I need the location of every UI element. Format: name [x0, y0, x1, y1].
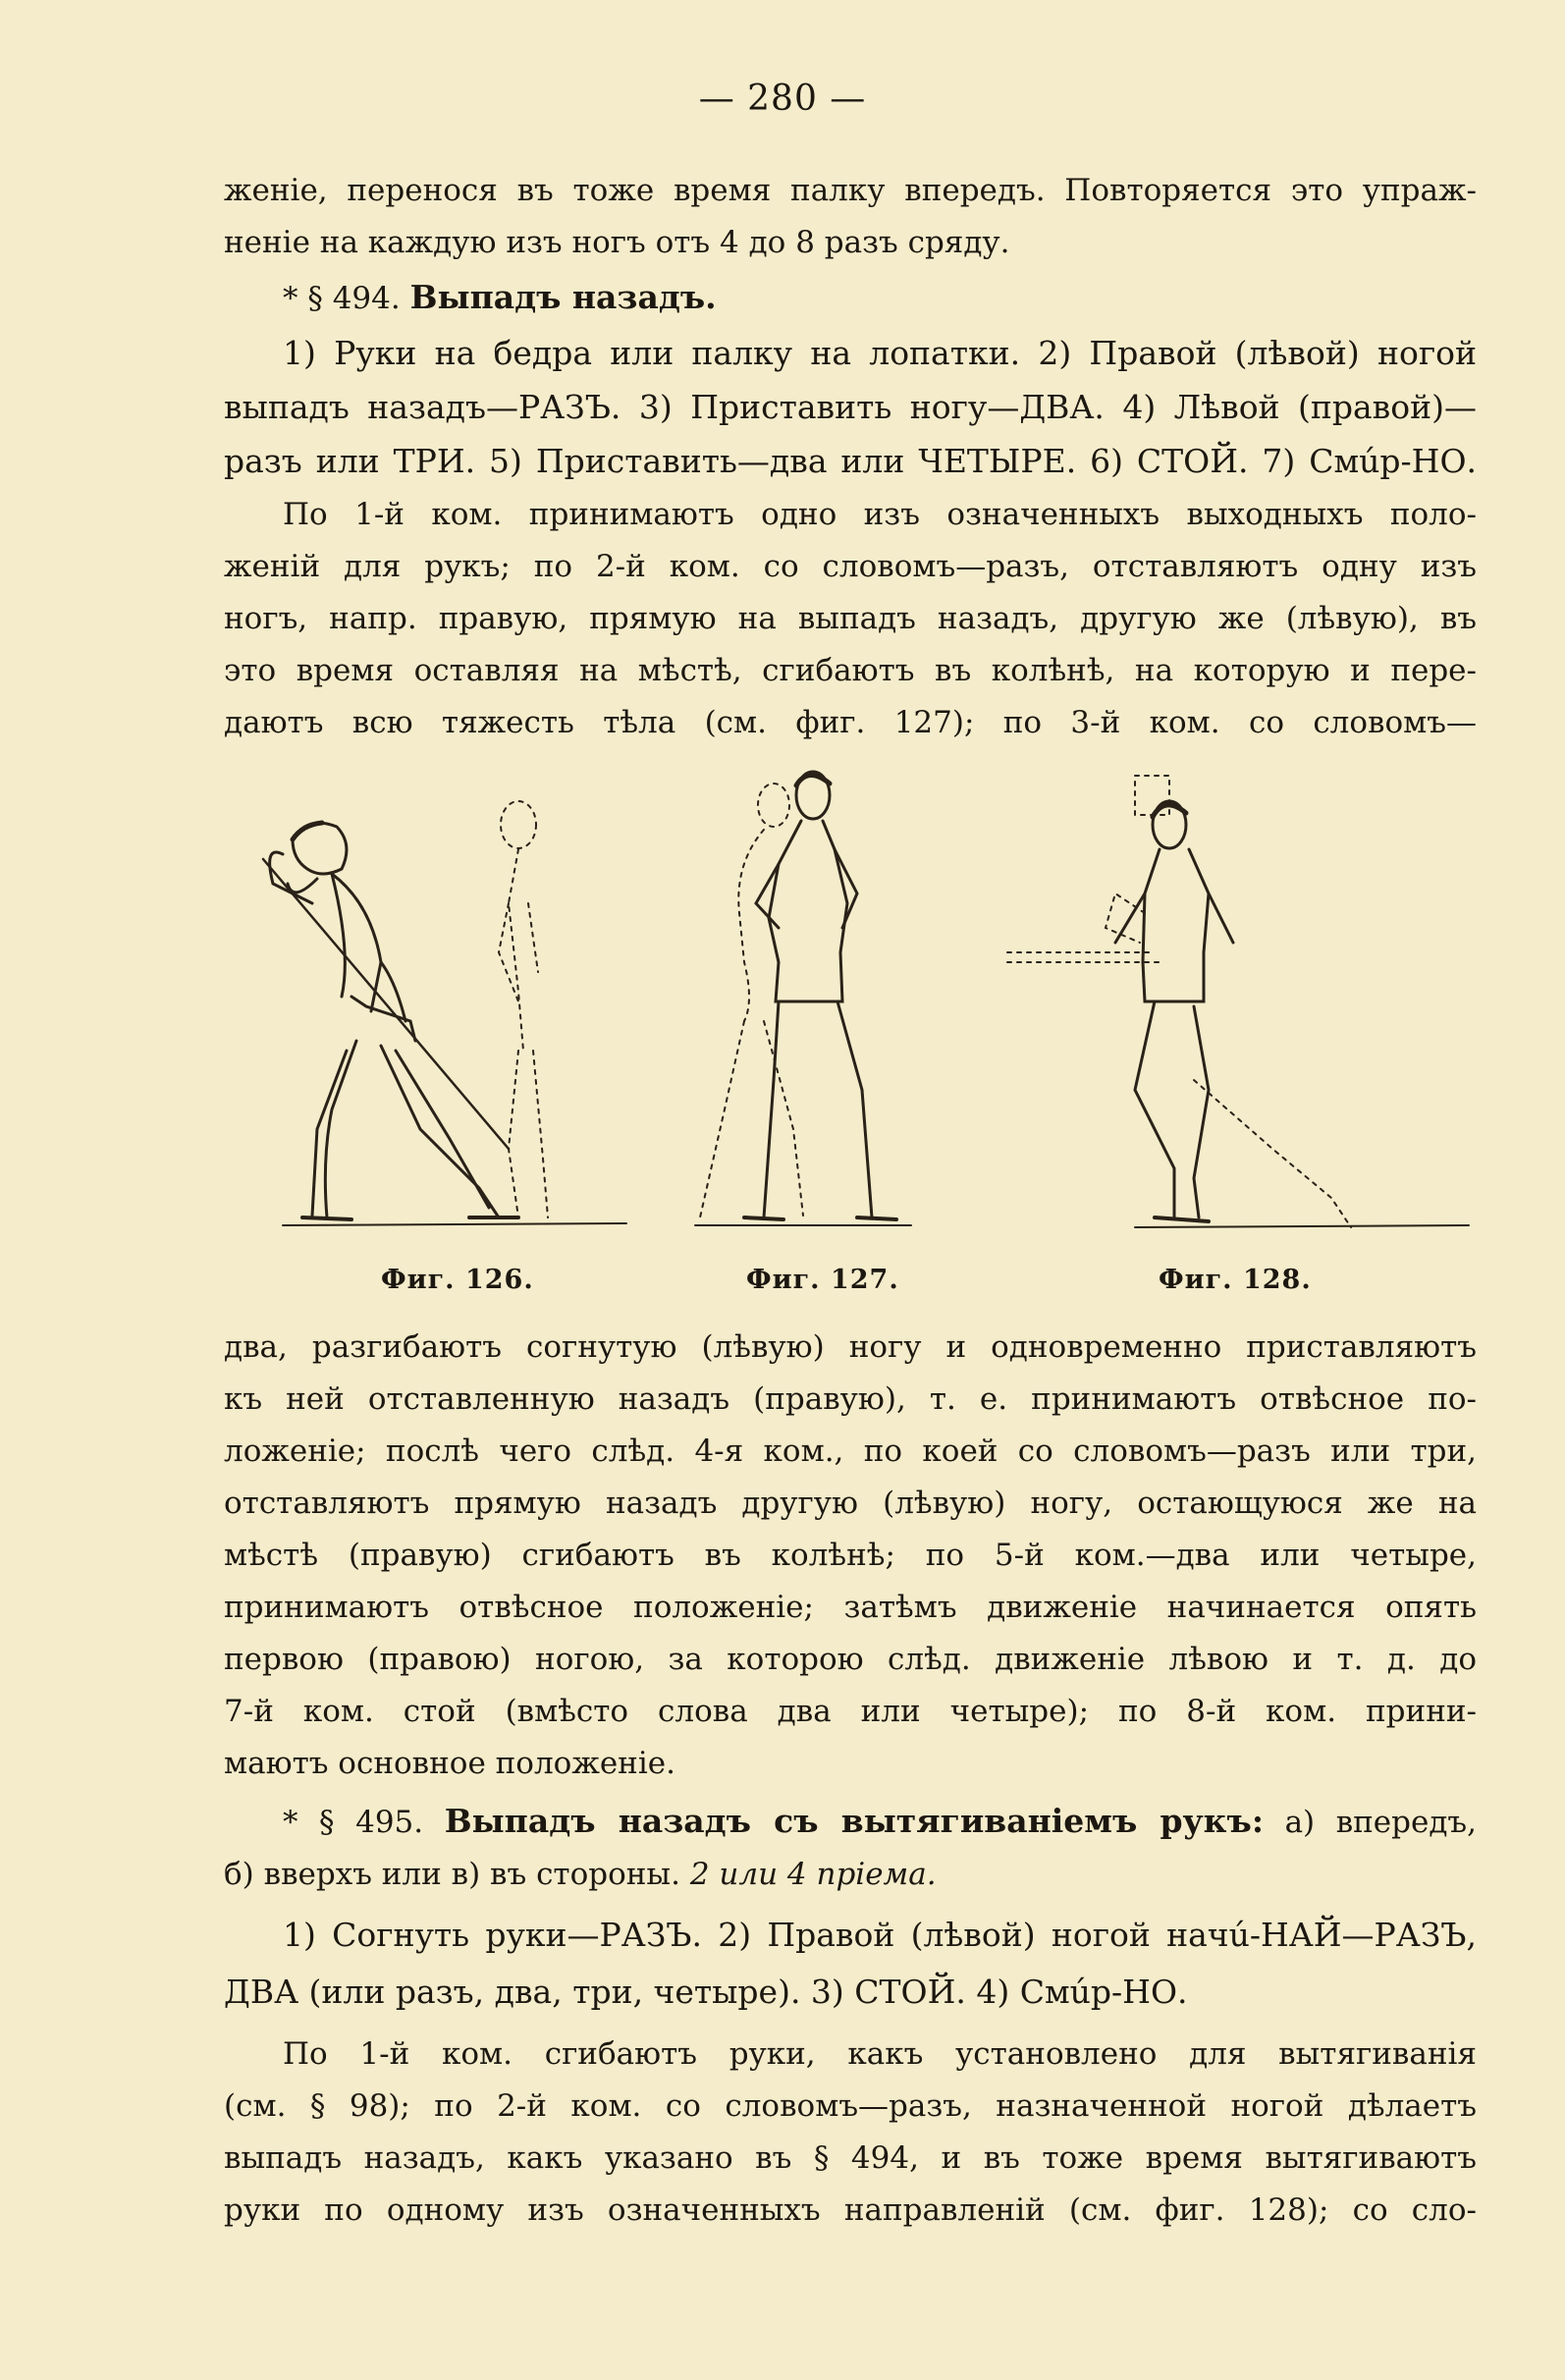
text-line: неніе на каждую изъ ногъ отъ 4 до 8 разъ сряду. [224, 225, 1010, 260]
text-line: первою (правою) ногою, за которою слѣд. движеніе лѣвою и т. д. до [224, 1642, 1477, 1677]
text-line: руки по одному изъ означенныхъ направленій (см. фиг. 128); со сло- [224, 2192, 1477, 2228]
text-line: принимаютъ отвѣсное положеніе; затѣмъ движеніе начинается опять [224, 1590, 1477, 1625]
description-494 [224, 489, 1477, 749]
figure-126-caption: Фиг. 126. [381, 1265, 534, 1295]
text-line: ложеніе; послѣ чего слѣд. 4-я ком., по коей со словомъ—разъ или три, [224, 1433, 1477, 1469]
figure-127-caption: Фиг. 127. [746, 1265, 899, 1295]
section-heading-495 [224, 1795, 1477, 1901]
section-mark: * § 494. [283, 281, 401, 316]
text-line: мѣстѣ (правую) сгибаютъ въ колѣнѣ; по 5-й ком.—два или четыре, [224, 1538, 1477, 1573]
section-steps-count: 2 или 4 пріема. [689, 1857, 937, 1892]
section-title: Выпадъ назадъ съ вытягиваніемъ рукъ: [444, 1802, 1264, 1840]
commands-495 [224, 1907, 1477, 2021]
commands-494 [224, 326, 1477, 488]
section-title-rest: а) впередъ, [1284, 1805, 1478, 1840]
figures-row [224, 756, 1477, 1316]
section-title: Выпадъ назадъ. [409, 278, 717, 316]
paragraph-continuation-494 [224, 1322, 1477, 1790]
section-subtitle: б) вверхъ или в) въ стороны. [224, 1857, 680, 1892]
figure-128-illustration [998, 756, 1477, 1276]
section-heading-494 [224, 271, 1477, 325]
figure-126-illustration [224, 756, 636, 1247]
text-line: 1) Согнуть руки—РАЗЪ. 2) Правой (лѣвой) ногой начú-НАЙ—РАЗЪ, [283, 1916, 1477, 1954]
section-mark: * § 495. [283, 1805, 424, 1840]
text-line: женій для рукъ; по 2-й ком. со словомъ—разъ, отставляютъ одну изъ [224, 549, 1477, 584]
text-line: къ ней отставленную назадъ (правую), т. е. принимаютъ отвѣсное по- [224, 1381, 1477, 1417]
text-line: ногъ, напр. правую, прямую на выпадъ назадъ, другую же (лѣвую), въ [224, 601, 1477, 636]
text-line: выпадъ назадъ—РАЗЪ. 3) Приставить ногу—ДВА. 4) Лѣвой (правой)— [224, 388, 1477, 426]
text-line: ДВА (или разъ, два, три, четыре). 3) СТОЙ. 4) Смúр-НО. [224, 1973, 1188, 2011]
figure-128-caption: Фиг. 128. [1159, 1265, 1312, 1295]
text-line: По 1-й ком. сгибаютъ руки, какъ установлено для вытягиванія [283, 2036, 1477, 2072]
text-line: По 1-й ком. принимаютъ одно изъ означенныхъ выходныхъ поло- [283, 497, 1477, 532]
page-number: — 280 — [698, 79, 867, 119]
figure-127-illustration [685, 756, 941, 1247]
text-line: 7-й ком. стой (вмѣсто слова два или четыре); по 8-й ком. прини- [224, 1694, 1477, 1729]
text-line: маютъ основное положеніе. [224, 1746, 675, 1781]
text-line: 1) Руки на бедра или палку на лопатки. 2) Правой (лѣвой) ногой [283, 334, 1477, 372]
text-line: это время оставляя на мѣстѣ, сгибаютъ въ колѣнѣ, на которую и пере- [224, 653, 1477, 688]
text-line: разъ или ТРИ. 5) Приставить—два или ЧЕТЫРЕ. 6) СТОЙ. 7) Смúр-НО. [224, 442, 1477, 480]
description-495 [224, 2028, 1477, 2237]
text-line: даютъ всю тяжесть тѣла (см. фиг. 127); по 3-й ком. со словомъ— [224, 705, 1477, 740]
text-line: выпадъ назадъ, какъ указано въ § 494, и въ тоже время вытягиваютъ [224, 2140, 1477, 2176]
text-line: женіе, перенося въ тоже время палку впередъ. Повторяется это упраж- [224, 173, 1477, 208]
text-line: отставляютъ прямую назадъ другую (лѣвую) ногу, остающуюся же на [224, 1486, 1477, 1521]
paragraph-continuation [224, 165, 1477, 269]
text-line: (см. § 98); по 2-й ком. со словомъ—разъ, назначенной ногой дѣлаетъ [224, 2088, 1477, 2124]
text-line: два, разгибаютъ согнутую (лѣвую) ногу и одновременно приставляютъ [224, 1329, 1477, 1365]
